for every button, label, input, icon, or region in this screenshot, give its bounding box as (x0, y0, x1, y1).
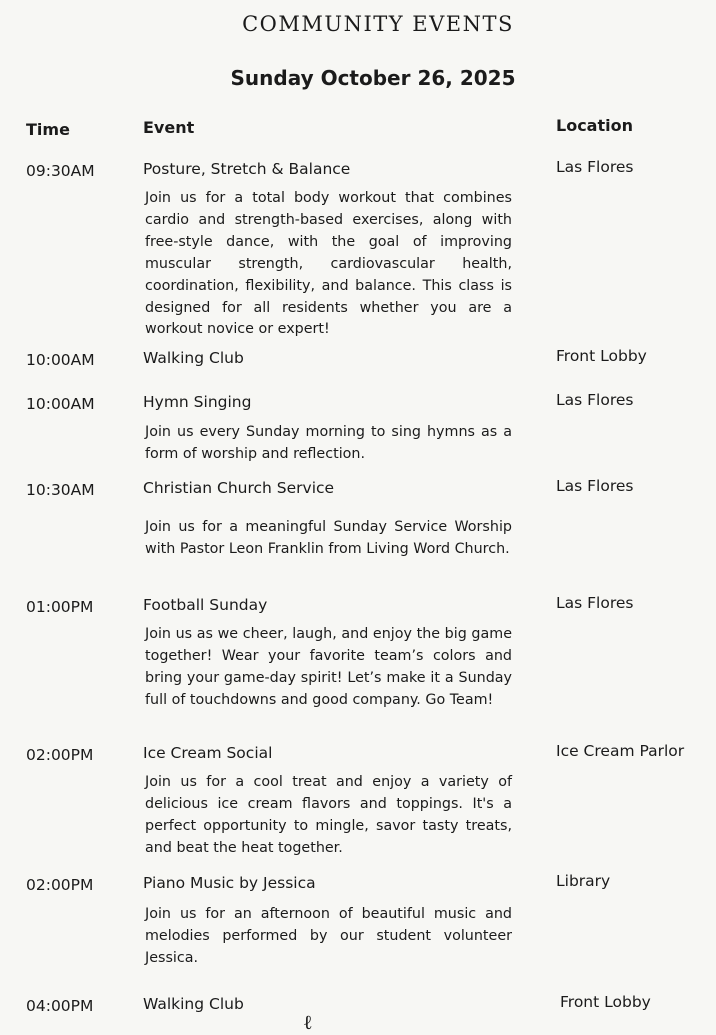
event-name: Football Sunday (143, 596, 268, 614)
event-location: Las Flores (556, 158, 634, 176)
event-name: Ice Cream Social (143, 744, 273, 762)
event-description: Join us for a cool treat and enjoy a variety of delicious ice cream flavors and toppings. It's a perfect opportunity to mingle, savor tasty treats, and beat the heat together. (145, 774, 512, 856)
event-time: 04:00PM (26, 997, 94, 1015)
event-name: Hymn Singing (143, 393, 252, 411)
event-name: Piano Music by Jessica (143, 874, 316, 892)
event-time: 10:30AM (26, 481, 95, 499)
event-description: Join us for a meaningful Sunday Service Worship with Pastor Leon Franklin from Living Word Church. (145, 519, 512, 557)
event-time: 10:00AM (26, 395, 95, 413)
column-header-event: Event (143, 118, 195, 137)
event-time: 09:30AM (26, 162, 95, 180)
event-location: Las Flores (556, 477, 634, 495)
event-date: Sunday October 26, 2025 (230, 66, 516, 90)
event-time: 10:00AM (26, 351, 95, 369)
event-name: Posture, Stretch & Balance (143, 160, 351, 178)
event-description: Join us for an afternoon of beautiful music and melodies performed by our student volunteer Jessica. (145, 906, 512, 966)
column-header-time: Time (26, 120, 70, 139)
page-mark: ℓ (303, 1010, 313, 1034)
event-description: Join us as we cheer, laugh, and enjoy the big game together! Wear your favorite team’s colors and bring your game-day spirit! Let’s make it a Sunday full of touchdowns and good company. Go Team! (145, 626, 512, 708)
event-time: 02:00PM (26, 746, 94, 764)
event-location: Las Flores (556, 391, 634, 409)
event-location: Front Lobby (560, 993, 651, 1011)
event-location: Las Flores (556, 594, 634, 612)
event-time: 01:00PM (26, 598, 94, 616)
event-location: Front Lobby (556, 347, 647, 365)
page-title: COMMUNITY EVENTS (242, 12, 514, 36)
event-time: 02:00PM (26, 876, 94, 894)
column-header-location: Location (556, 116, 633, 135)
event-name: Walking Club (143, 349, 244, 367)
event-description: Join us every Sunday morning to sing hymns as a form of worship and reflection. (145, 424, 512, 462)
event-location: Library (556, 872, 611, 890)
event-name: Walking Club (143, 995, 244, 1013)
event-name: Christian Church Service (143, 479, 335, 497)
event-description: Join us for a total body workout that combines cardio and strength-based exercises, along with free-style dance, with the goal of improving muscular strength, cardiovascular health, coordination, flexibility, and balance. This class is designed for all residents whether you are a workout novice or expert! (145, 190, 512, 338)
event-location: Ice Cream Parlor (556, 742, 685, 760)
